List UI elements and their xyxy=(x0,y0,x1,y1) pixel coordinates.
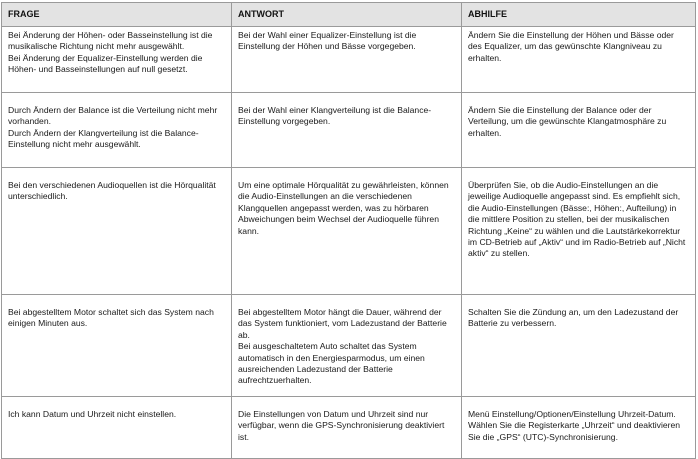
table-row xyxy=(2,168,696,295)
question-cell: Bei Änderung der Höhen- oder Basseinstellung ist die musikalische Richtung nicht mehr ausgewählt. Bei Änderung der Equalizer-Einstellung werden die Höhen- und Basseinstellungen auf null gesetzt. xyxy=(2,27,232,93)
remedy-cell: Menü Einstellung/Optionen/Einstellung Uhrzeit-Datum. Wählen Sie die Registerkarte „Uhrzeit“ und deaktivieren Sie die „GPS“ (UTC)-Synchronisierung. xyxy=(462,397,696,459)
answer-cell: Bei der Wahl einer Klangverteilung ist die Balance-Einstellung vorgegeben. xyxy=(232,93,462,168)
question-cell: Durch Ändern der Balance ist die Verteilung nicht mehr vorhanden. Durch Ändern der Klangverteilung ist die Balance-Einstellung nicht mehr ausgewählt. xyxy=(2,93,232,168)
remedy-cell: Ändern Sie die Einstellung der Balance oder der Verteilung, um die gewünschte Klangatmosphäre zu erhalten. xyxy=(462,93,696,168)
table-row xyxy=(2,93,696,168)
table-row xyxy=(2,397,696,459)
column-header-answer: ANTWORT xyxy=(232,3,462,27)
remedy-cell: Ändern Sie die Einstellung der Höhen und Bässe oder des Equalizer, um das gewünschte Klangniveau zu erhalten. xyxy=(462,27,696,93)
answer-cell: Bei abgestelltem Motor hängt die Dauer, während der das System funktioniert, vom Ladezustand der Batterie ab. Bei ausgeschaltetem Auto schaltet das System automatisch in den Energiesparmodus, um einen ausreichenden Ladezustand der Batterie aufrechtzuerhalten. xyxy=(232,295,462,397)
answer-cell: Die Einstellungen von Datum und Uhrzeit sind nur verfügbar, wenn die GPS-Synchronisierung deaktiviert ist. xyxy=(232,397,462,459)
answer-cell: Bei der Wahl einer Equalizer-Einstellung ist die Einstellung der Höhen und Bässe vorgegeben. xyxy=(232,27,462,93)
remedy-cell: Überprüfen Sie, ob die Audio-Einstellungen an die jeweilige Audioquelle angepasst sind. Es empfiehlt sich, die Audio-Einstellungen (Bässe:, Höhen:, Aufteilung) in die mittlere Position zu stellen, bei der musikalischen Richtung „Keine“ zu wählen und die Lautstärkekorrektur im CD-Betrieb auf „Aktiv“ und im Radio-Betrieb auf „Nicht aktiv“ zu stellen. xyxy=(462,168,696,295)
remedy-cell: Schalten Sie die Zündung an, um den Ladezustand der Batterie zu verbessern. xyxy=(462,295,696,397)
table-row xyxy=(2,295,696,397)
question-cell: Bei abgestelltem Motor schaltet sich das System nach einigen Minuten aus. xyxy=(2,295,232,397)
column-header-question: FRAGE xyxy=(2,3,232,27)
question-cell: Bei den verschiedenen Audioquellen ist die Hörqualität unterschiedlich. xyxy=(2,168,232,295)
faq-table xyxy=(1,2,696,459)
table-row xyxy=(2,27,696,93)
question-cell: Ich kann Datum und Uhrzeit nicht einstellen. xyxy=(2,397,232,459)
column-header-remedy: ABHILFE xyxy=(462,3,696,27)
answer-cell: Um eine optimale Hörqualität zu gewährleisten, können die Audio-Einstellungen an die verschiedenen Klangquellen angepasst werden, was zu hörbaren Abweichungen beim Wechsel der Audioquelle führen kann. xyxy=(232,168,462,295)
table-header-row xyxy=(2,3,696,27)
